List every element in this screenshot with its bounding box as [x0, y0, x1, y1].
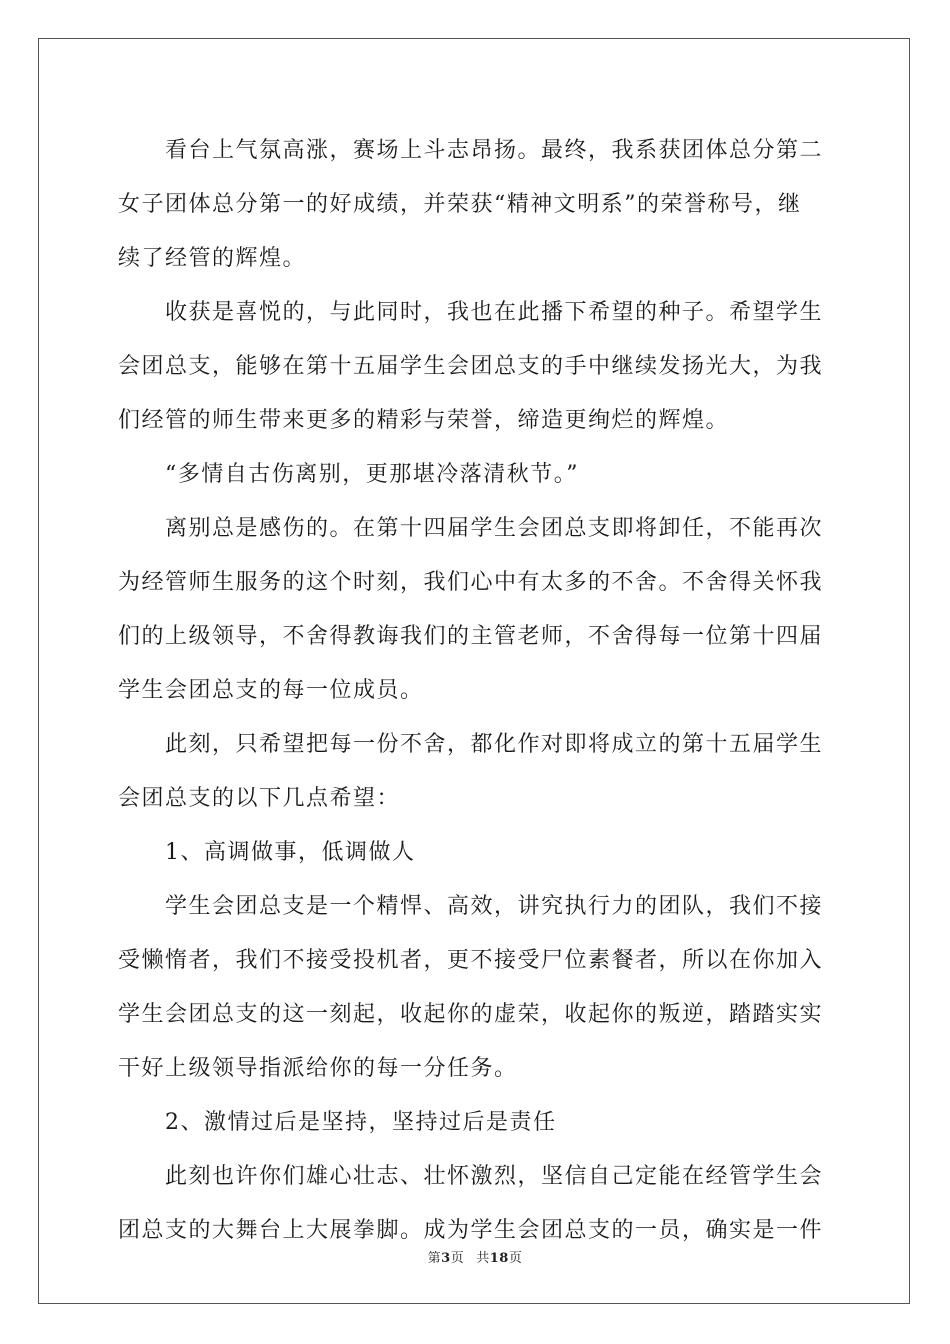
page-number: 3 — [441, 1251, 451, 1266]
text-line: 学生会团总支的这一刻起，收起你的虚荣，收起你的叛逆，踏踏实实 — [118, 1002, 824, 1027]
text-line: 为经管师生服务的这个时刻，我们心中有太多的不舍。不舍得关怀我 — [118, 570, 824, 595]
text-line: 受懒惰者，我们不接受投机者，更不接受尸位素餐者，所以在你加入 — [118, 948, 824, 973]
text-line: 们的上级领导，不舍得教诲我们的主管老师，不舍得每一位第十四届 — [118, 624, 824, 649]
text-line: 2、激情过后是坚持，坚持过后是责任 — [118, 1110, 557, 1135]
page-label-suffix: 页 — [450, 1251, 465, 1266]
text-line: 会团总支，能够在第十五届学生会团总支的手中继续发扬光大，为我 — [118, 354, 824, 379]
document-body — [118, 128, 834, 1262]
text-line: 此刻也许你们雄心壮志、壮怀激烈，坚信自己定能在经管学生会 — [118, 1164, 824, 1189]
text-line: 续了经管的辉煌。 — [118, 246, 307, 271]
text-line: 干好上级领导指派给你的每一分任务。 — [118, 1056, 518, 1081]
text-line: 学生会团总支的每一位成员。 — [118, 678, 424, 703]
text-line: 此刻，只希望把每一份不舍，都化作对即将成立的第十五届学生 — [118, 732, 824, 757]
page-footer — [0, 1247, 950, 1266]
text-line: “多情自古伤离别，更那堪冷落清秋节。” — [118, 462, 579, 487]
text-line: 学生会团总支是一个精悍、高效，讲究执行力的团队，我们不接 — [118, 894, 824, 919]
page-label-prefix: 第 — [427, 1251, 442, 1266]
text-line: 团总支的大舞台上大展拳脚。成为学生会团总支的一员，确实是一件 — [118, 1218, 824, 1243]
total-pages: 18 — [489, 1251, 509, 1266]
text-line: 收获是喜悦的，与此同时，我也在此播下希望的种子。希望学生 — [118, 300, 824, 325]
text-line: 女子团体总分第一的好成绩，并荣获“精神文明系”的荣誉称号，继 — [118, 192, 802, 217]
text-line: 离别总是感伤的。在第十四届学生会团总支即将卸任，不能再次 — [118, 516, 824, 541]
text-line: 会团总支的以下几点希望： — [118, 786, 401, 811]
text-line: 们经管的师生带来更多的精彩与荣誉，缔造更绚烂的辉煌。 — [118, 408, 730, 433]
total-label-suffix: 页 — [508, 1251, 523, 1266]
total-label-prefix: 共 — [476, 1251, 490, 1266]
text-line: 1、高调做事，低调做人 — [118, 840, 416, 865]
text-line: 看台上气氛高涨，赛场上斗志昂扬。最终，我系获团体总分第二 — [118, 138, 824, 163]
